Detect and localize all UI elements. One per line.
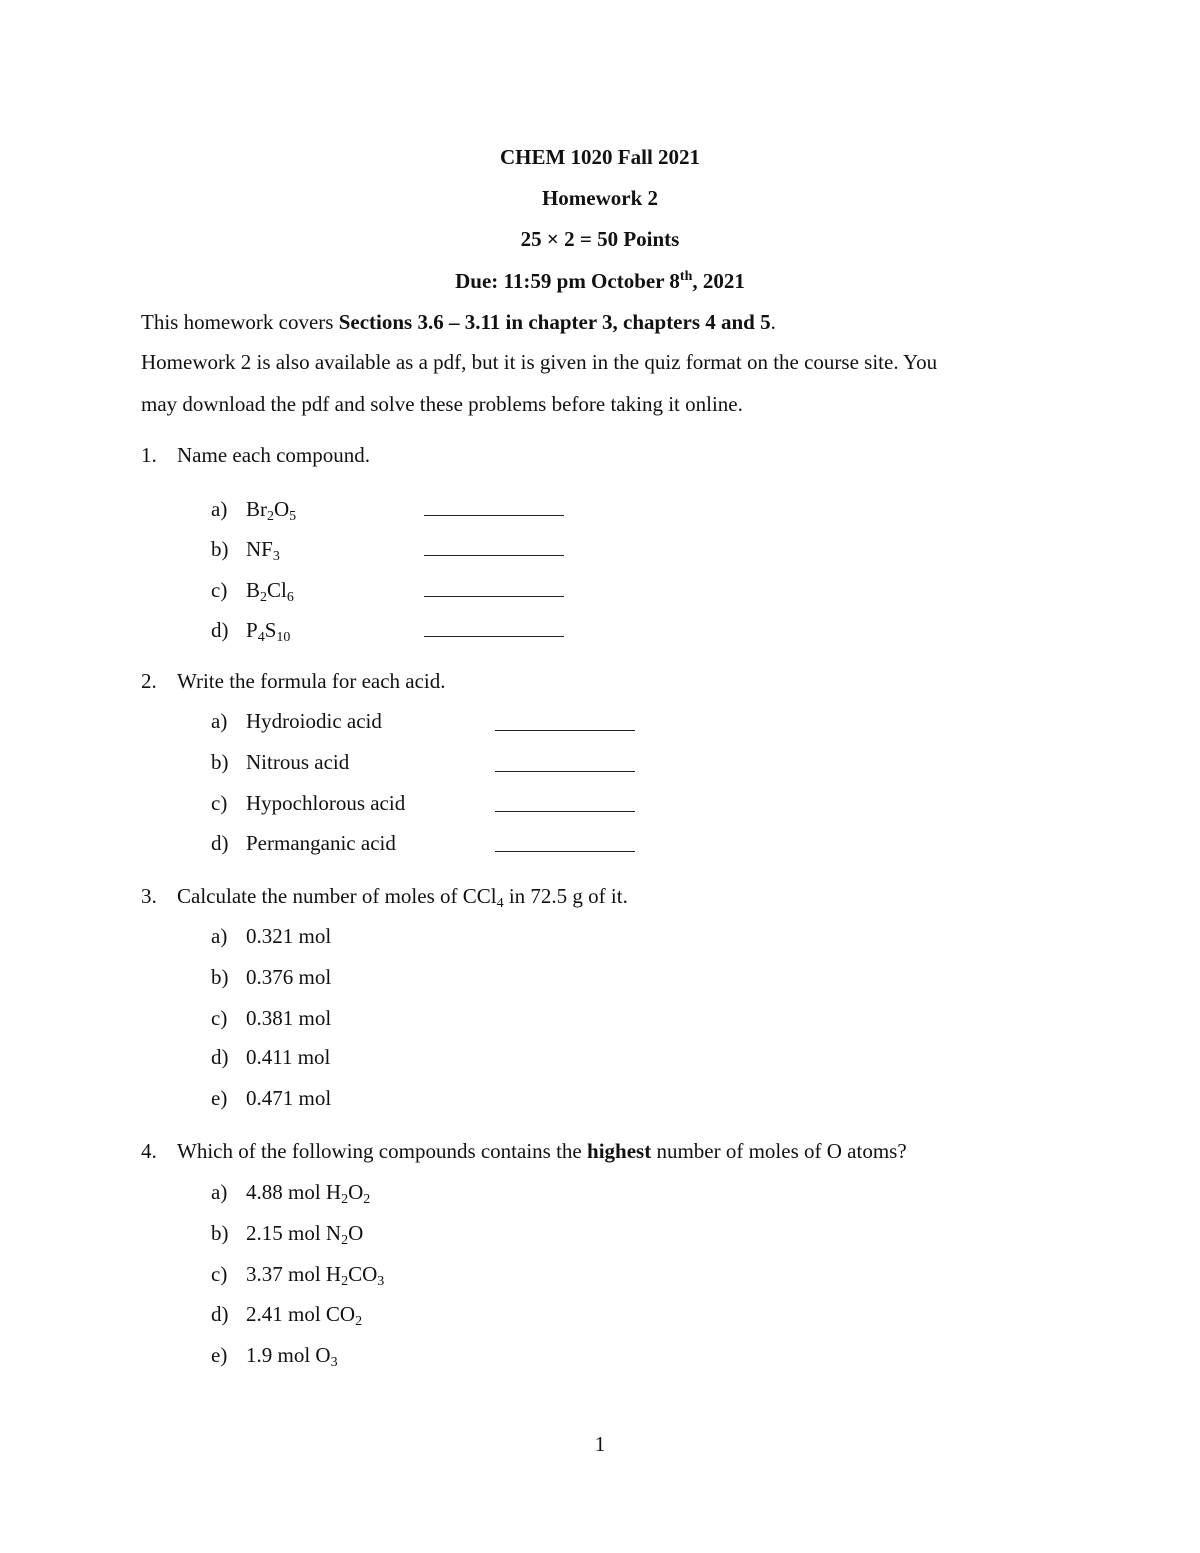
formula-subscript: 2 [341,1274,349,1289]
due-line [0,268,1200,294]
formula-subscript: 3 [377,1274,385,1289]
q3-option-b[interactable] [211,964,331,990]
q3-option-a[interactable] [211,923,331,949]
q4-option-a[interactable] [211,1179,370,1205]
option-label: b) [211,965,229,989]
answer-blank[interactable] [424,515,564,516]
option-label: c) [211,1262,228,1286]
question-text: Calculate the number of moles of CCl [177,884,497,908]
coverage-suffix: . [770,310,776,334]
formula-subscript: 2 [341,1192,349,1207]
formula-part: O [274,497,290,521]
option-label: c) [211,1006,228,1030]
homework-title: Homework 2 [541,186,659,210]
q4-option-c[interactable] [211,1261,384,1287]
option-text: Hydroiodic acid [246,709,382,733]
option-label: c) [211,578,228,602]
coverage-sections: Sections 3.6 – 3.11 in chapter 3, chapters 4 and 5 [338,310,771,334]
q4-option-b[interactable] [211,1220,363,1246]
q2-option-c [211,790,405,816]
formula-subscript: 4 [496,896,504,911]
due-superscript: th [679,269,693,284]
option-text: 0.471 mol [246,1086,332,1110]
formula-part: Cl [267,578,287,602]
formula-part: O [348,1180,364,1204]
answer-blank[interactable] [495,811,635,812]
option-text: 0.411 mol [246,1045,331,1069]
q3-option-c[interactable] [211,1005,331,1031]
option-label: d) [211,1045,229,1069]
formula-part: NF [246,537,273,561]
option-text: 0.381 mol [246,1006,332,1030]
option-label: d) [211,1302,229,1326]
formula-subscript: 10 [276,630,291,645]
option-label: b) [211,1221,229,1245]
answer-blank[interactable] [424,636,564,637]
q1-option-b [211,536,280,562]
option-label: a) [211,709,228,733]
coverage-line [141,309,776,335]
q2-option-a [211,708,382,734]
formula-part: 2.41 mol CO [246,1302,356,1326]
formula-subscript: 5 [289,509,297,524]
q2-option-b [211,749,349,775]
formula-subscript: 2 [355,1314,363,1329]
question-text: Write the formula for each acid. [177,669,446,693]
page-number: 1 [594,1432,606,1456]
due-year: , 2021 [692,269,745,293]
question-text: Name each compound. [177,443,371,467]
option-label: b) [211,537,229,561]
formula-subscript: 4 [257,630,265,645]
due-date: Due: 11:59 pm October 8 [455,269,680,293]
formula-subscript: 6 [286,590,294,605]
formula-part: 4.88 mol H [246,1180,342,1204]
option-label: e) [211,1086,228,1110]
option-label: d) [211,618,229,642]
question-number: 3. [141,884,157,908]
option-label: e) [211,1343,228,1367]
formula-subscript: 3 [330,1355,338,1370]
answer-blank[interactable] [424,555,564,556]
q1-option-c [211,577,294,603]
option-text: Permanganic acid [246,831,396,855]
q1-option-a [211,496,296,522]
option-text: Nitrous acid [246,750,350,774]
question-text: in 72.5 g of it. [503,884,628,908]
option-label: b) [211,750,229,774]
coverage-prefix: This homework covers [141,310,339,334]
option-text: 0.376 mol [246,965,332,989]
question-4 [141,1138,907,1164]
option-label: d) [211,831,229,855]
q4-option-d[interactable] [211,1301,362,1327]
formula-part: 1.9 mol O [246,1343,331,1367]
option-text: 0.321 mol [246,924,332,948]
points-line: 25 × 2 = 50 Points [520,227,680,251]
option-label: a) [211,497,228,521]
intro-line-2: Homework 2 is also available as a pdf, but it is given in the quiz format on the course site. You [141,350,938,374]
formula-subscript: 2 [260,590,268,605]
formula-subscript: 2 [363,1192,371,1207]
course-title: CHEM 1020 Fall 2021 [499,145,701,169]
question-1 [141,442,370,468]
option-label: a) [211,924,228,948]
q3-option-e[interactable] [211,1085,331,1111]
question-number: 4. [141,1139,157,1163]
formula-part: CO [348,1262,378,1286]
q4-option-e[interactable] [211,1342,338,1368]
option-label: c) [211,791,228,815]
answer-blank[interactable] [495,730,635,731]
formula-part: B [246,578,261,602]
formula-subscript: 3 [272,549,280,564]
question-emphasis: highest [587,1139,652,1163]
question-2 [141,668,446,694]
intro-line-3: may download the pdf and solve these problems before taking it online. [141,392,743,416]
formula-part: P [246,618,258,642]
q1-option-d [211,617,290,643]
answer-blank[interactable] [495,851,635,852]
formula-part: Br [246,497,267,521]
formula-subscript: 2 [267,509,274,524]
q2-option-d [211,830,396,856]
option-label: a) [211,1180,228,1204]
formula-part: S [264,618,277,642]
formula-part: 2.15 mol N [246,1221,342,1245]
option-text: Hypochlorous acid [246,791,406,815]
answer-blank[interactable] [495,771,635,772]
question-text: number of moles of O atoms? [651,1139,907,1163]
question-number: 1. [141,443,157,467]
formula-part: O [348,1221,364,1245]
formula-part: 3.37 mol H [246,1262,342,1286]
answer-blank[interactable] [424,596,564,597]
formula-subscript: 2 [341,1233,349,1248]
question-number: 2. [141,669,157,693]
question-text: Which of the following compounds contains the [177,1139,588,1163]
q3-option-d[interactable] [211,1044,330,1070]
question-3 [141,883,628,909]
